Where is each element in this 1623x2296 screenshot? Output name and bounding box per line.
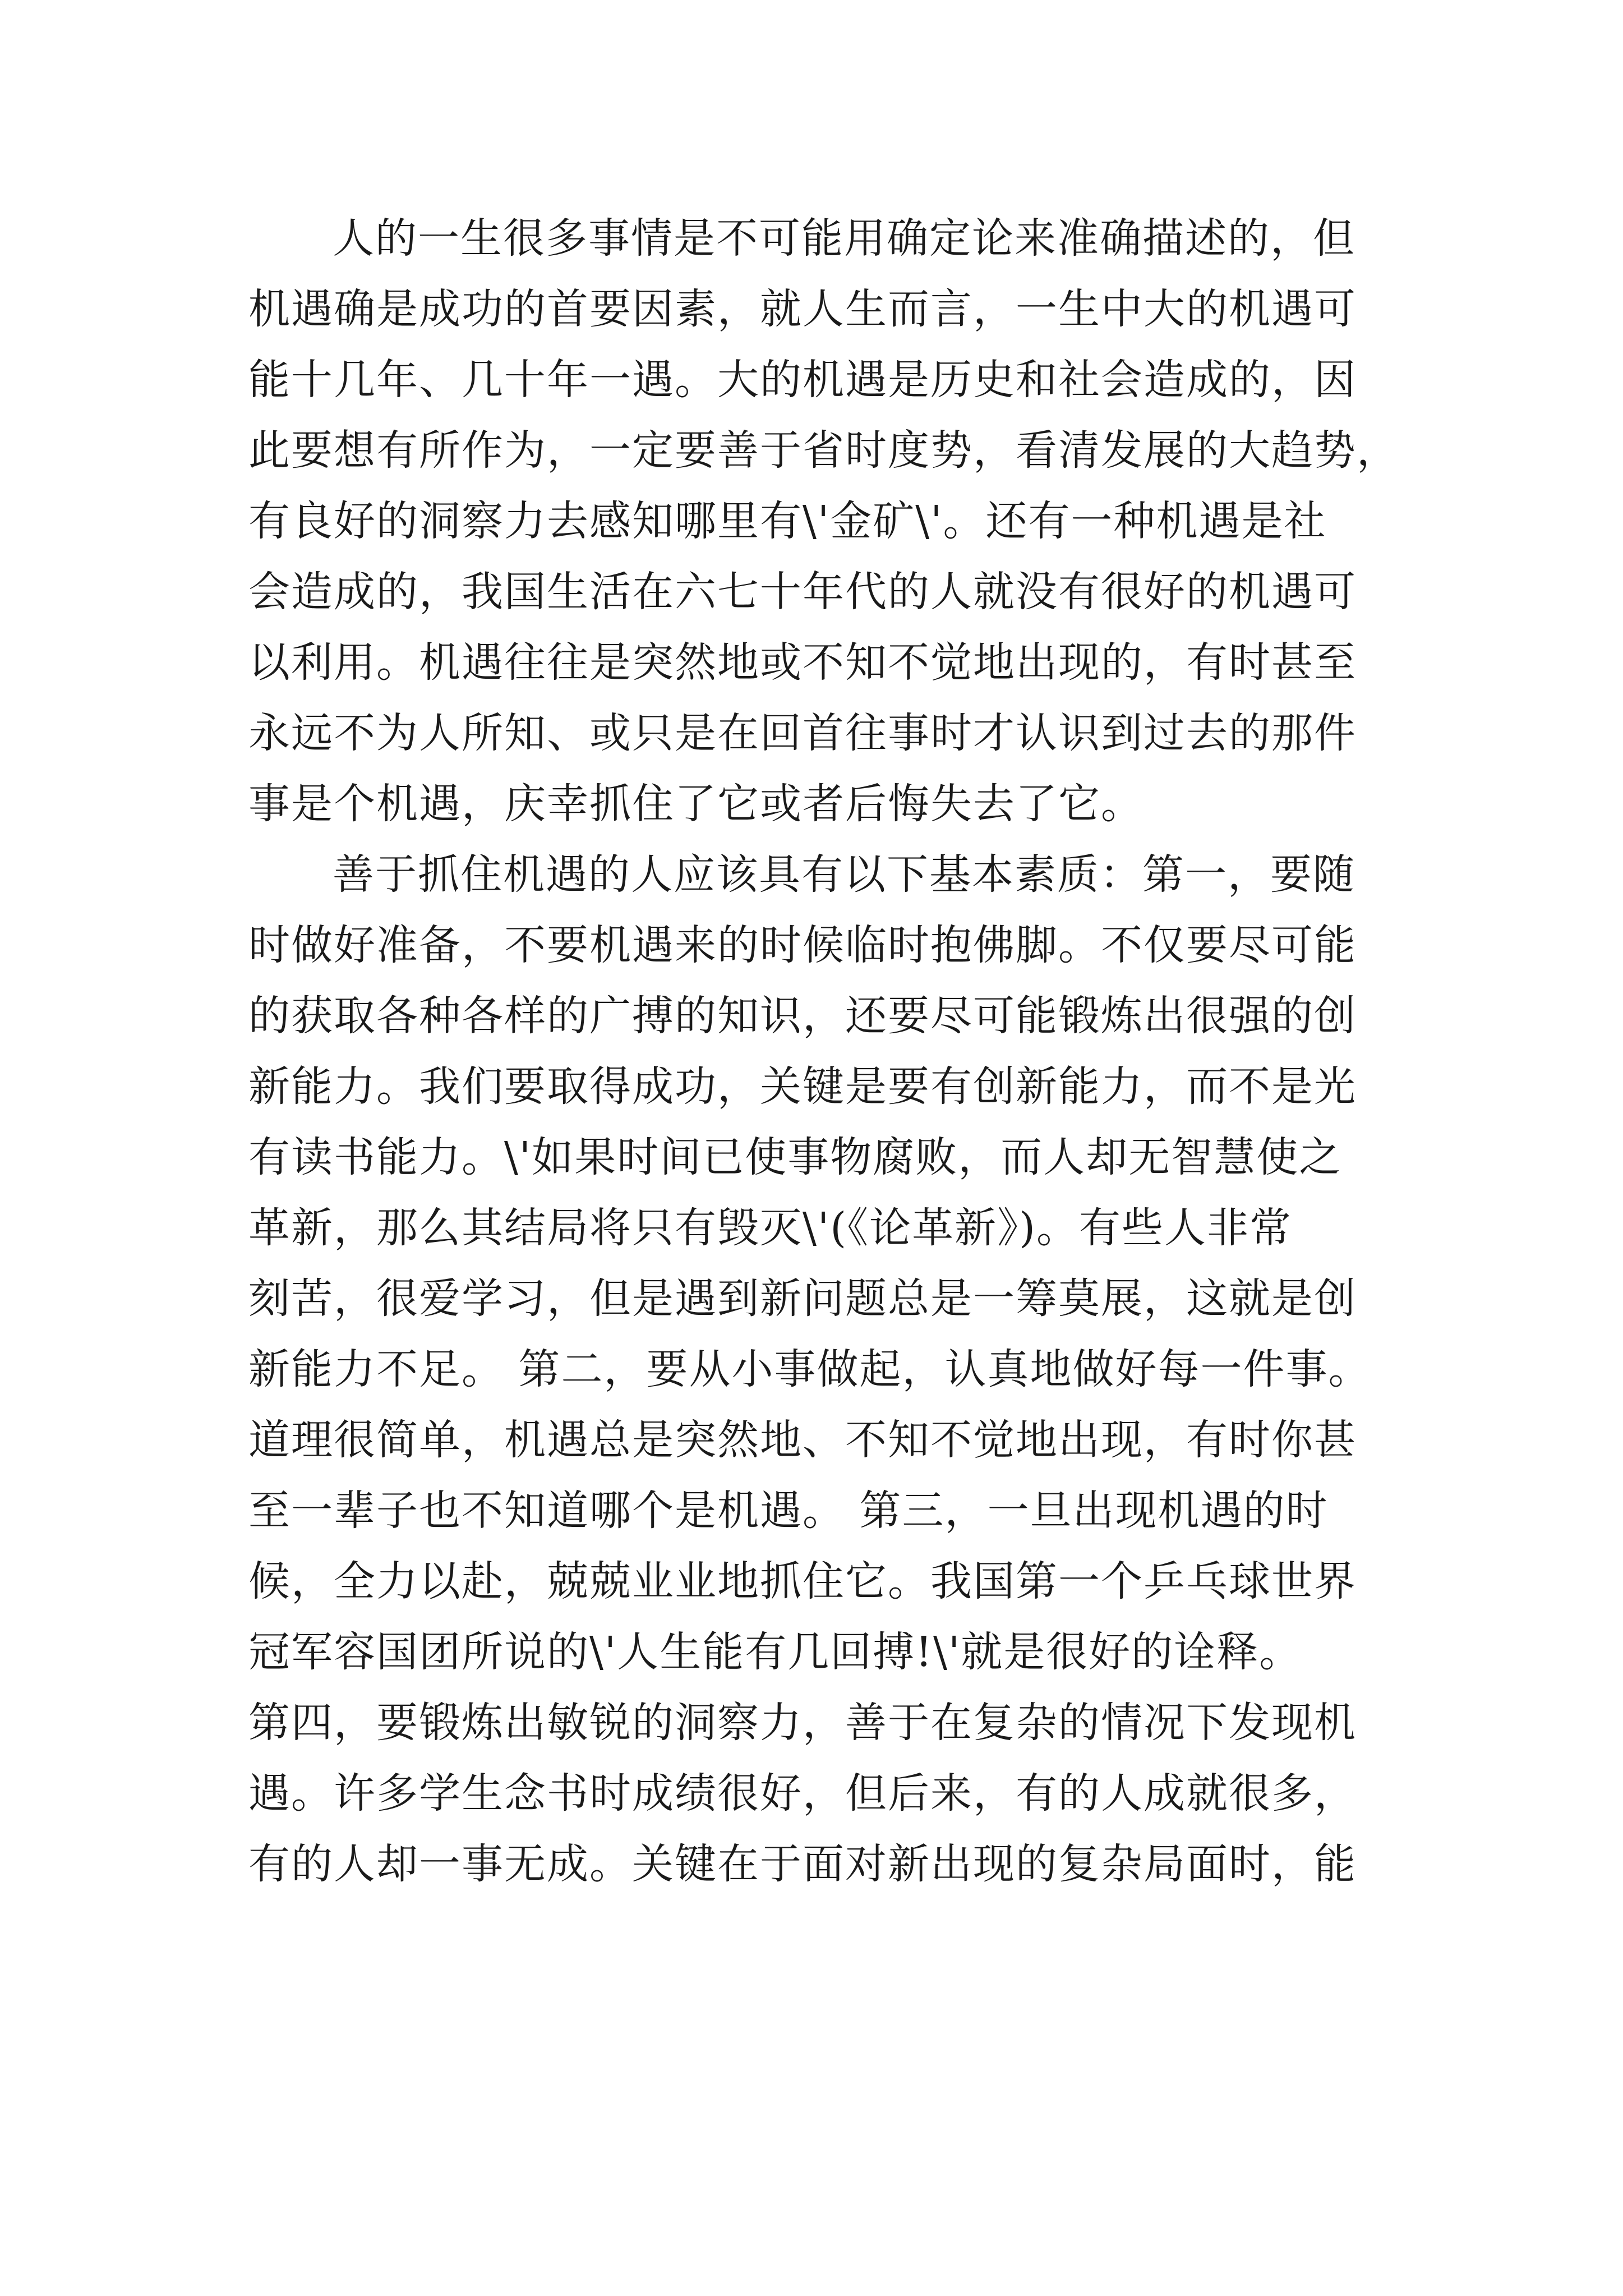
paragraph-line: 至一辈子也不知道哪个是机遇。 第三，一旦出现机遇的时: [248, 1487, 1329, 1535]
paragraph-line: 能十几年、几十年一遇。大的机遇是历史和社会造成的，因: [248, 356, 1357, 404]
paragraph-line: 善于抓住机遇的人应该具有以下基本素质：第一，要随: [333, 850, 1355, 899]
paragraph-line: 人的一生很多事情是不可能用确定论来准确描述的，但: [333, 214, 1355, 263]
paragraph-line: 有的人却一事无成。关键在于面对新出现的复杂局面时，能: [248, 1840, 1357, 1888]
paragraph-line: 时做好准备，不要机遇来的时候临时抱佛脚。不仅要尽可能: [248, 921, 1357, 969]
paragraph-line: 候，全力以赴，兢兢业业地抓住它。我国第一个乒乓球世界: [248, 1557, 1357, 1605]
paragraph-line: 第四，要锻炼出敏锐的洞察力，善于在复杂的情况下发现机: [248, 1699, 1357, 1747]
paragraph-line: 此要想有所作为，一定要善于省时度势，看清发展的大趋势，: [248, 426, 1399, 475]
paragraph-line: 永远不为人所知、或只是在回首往事时才认识到过去的那件: [248, 709, 1357, 757]
paragraph-line: 冠军容国团所说的\'人生能有几回搏!\'就是很好的诠释。: [248, 1628, 1302, 1676]
paragraph-line: 道理很简单，机遇总是突然地、不知不觉地出现，有时你甚: [248, 1416, 1357, 1464]
paragraph-line: 新能力不足。 第二，要从小事做起，认真地做好每一件事。: [248, 1345, 1371, 1393]
paragraph-line: 机遇确是成功的首要因素，就人生而言，一生中大的机遇可: [248, 285, 1357, 333]
paragraph-line: 会造成的，我国生活在六七十年代的人就没有很好的机遇可: [248, 568, 1357, 616]
paragraph-line: 刻苦，很爱学习，但是遇到新问题总是一筹莫展，这就是创: [248, 1274, 1357, 1323]
paragraph-line: 革新，那么其结局将只有毁灭\'(《论革新》)。有些人非常: [248, 1204, 1293, 1252]
paragraph-line: 有读书能力。\'如果时间已使事物腐败，而人却无智慧使之: [248, 1133, 1342, 1181]
body-text: [248, 203, 1399, 1899]
paragraph-line: 的获取各种各样的广搏的知识，还要尽可能锻炼出很强的创: [248, 992, 1357, 1040]
paragraph-line: 遇。许多学生念书时成绩很好，但后来，有的人成就很多，: [248, 1769, 1357, 1818]
paragraph-line: 事是个机遇，庆幸抓住了它或者后悔失去了它。: [248, 780, 1144, 828]
paragraph-line: 以利用。机遇往往是突然地或不知不觉地出现的，有时甚至: [248, 638, 1357, 687]
paragraph-line: 新能力。我们要取得成功，关键是要有创新能力，而不是光: [248, 1062, 1357, 1111]
paragraph-line: 有良好的洞察力去感知哪里有\'金矿\'。还有一种机遇是社: [248, 497, 1327, 545]
